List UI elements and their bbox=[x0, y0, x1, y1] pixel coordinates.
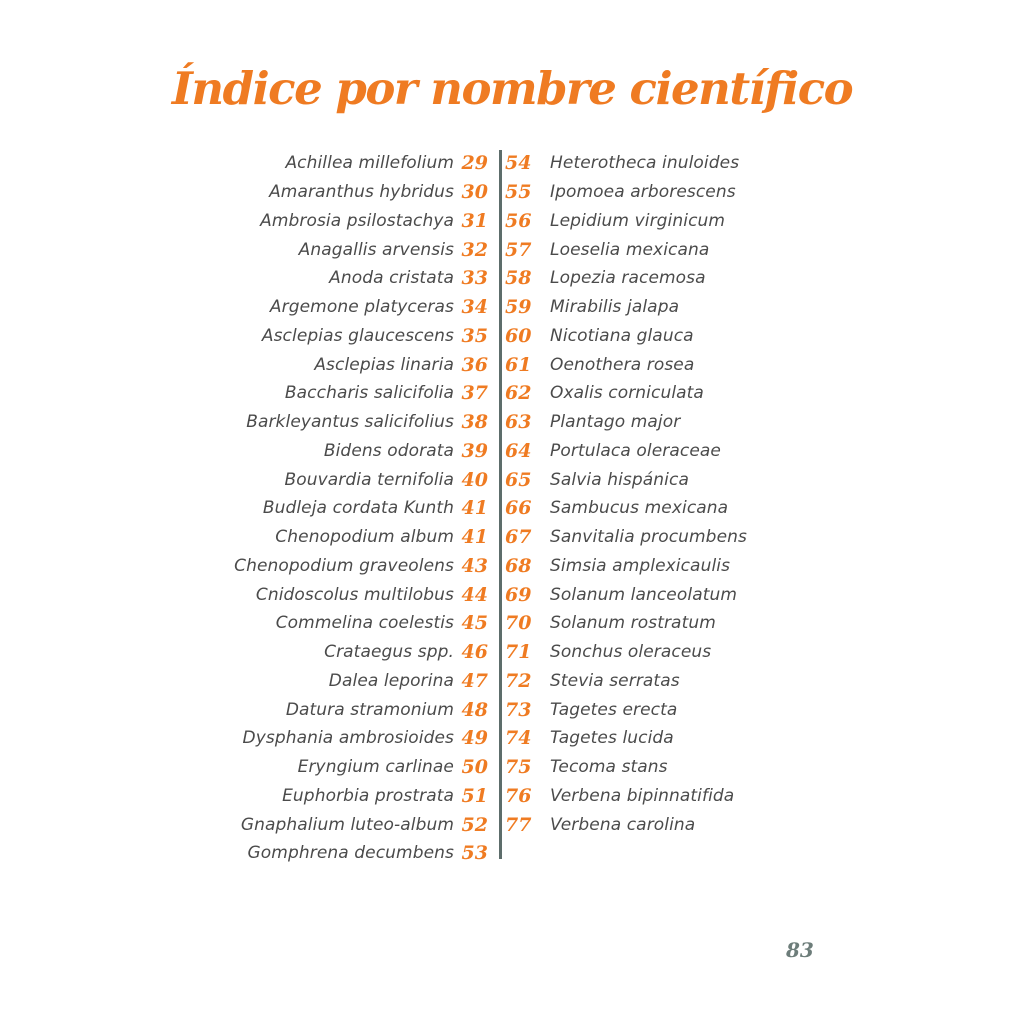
page-reference: 45 bbox=[461, 612, 488, 635]
species-name: Ipomoea arborescens bbox=[550, 182, 736, 203]
index-entry bbox=[505, 552, 747, 581]
species-name: Heterotheca inuloides bbox=[550, 153, 740, 174]
species-name: Eryngium carlinae bbox=[297, 757, 454, 778]
species-name: Tagetes erecta bbox=[550, 699, 678, 720]
species-name: Plantago major bbox=[550, 412, 681, 433]
index-entry bbox=[234, 235, 488, 264]
species-name: Commelina coelestis bbox=[275, 613, 454, 634]
page-reference: 50 bbox=[461, 756, 488, 779]
index-entry bbox=[234, 580, 488, 609]
species-name: Nicotiana glauca bbox=[550, 325, 694, 346]
index-entry bbox=[234, 408, 488, 437]
page-reference: 49 bbox=[461, 727, 488, 750]
species-name: Cnidoscolus multilobus bbox=[255, 584, 454, 605]
page-title: Índice por nombre científico bbox=[171, 62, 853, 115]
page-reference: 71 bbox=[505, 641, 532, 664]
index-entry bbox=[505, 782, 747, 811]
species-name: Bidens odorata bbox=[323, 440, 454, 461]
index-entry bbox=[234, 609, 488, 638]
index-entry bbox=[234, 465, 488, 494]
species-name: Baccharis salicifolia bbox=[284, 383, 454, 404]
index-entry bbox=[505, 149, 747, 178]
page-reference: 53 bbox=[461, 842, 488, 865]
species-name: Tecoma stans bbox=[550, 757, 668, 778]
index-entry bbox=[505, 264, 747, 293]
column-divider bbox=[499, 150, 502, 859]
species-name: Dysphania ambrosioides bbox=[242, 728, 454, 749]
page-reference: 39 bbox=[461, 439, 488, 462]
page-reference: 56 bbox=[505, 209, 532, 232]
page-reference: 33 bbox=[461, 267, 488, 290]
species-name: Achillea millefolium bbox=[285, 153, 454, 174]
page-reference: 64 bbox=[505, 439, 532, 462]
page-reference: 57 bbox=[505, 238, 532, 261]
species-name: Solanum lanceolatum bbox=[550, 584, 738, 605]
species-name: Chenopodium graveolens bbox=[234, 555, 454, 576]
index-entry bbox=[234, 638, 488, 667]
page-reference: 69 bbox=[505, 583, 532, 606]
index-entry bbox=[234, 178, 488, 207]
species-name: Stevia serratas bbox=[550, 670, 680, 691]
page-reference: 37 bbox=[461, 382, 488, 405]
page-reference: 30 bbox=[461, 181, 488, 204]
species-name: Mirabilis jalapa bbox=[550, 297, 680, 318]
index-right-column bbox=[505, 149, 747, 839]
page-reference: 36 bbox=[461, 353, 488, 376]
species-name: Argemone platyceras bbox=[269, 297, 454, 318]
page-reference: 47 bbox=[461, 669, 488, 692]
species-name: Verbena carolina bbox=[550, 814, 696, 835]
index-entry bbox=[505, 322, 747, 351]
index-entry bbox=[234, 149, 488, 178]
species-name: Datura stramonium bbox=[285, 699, 454, 720]
index-entry bbox=[234, 494, 488, 523]
index-entry bbox=[234, 724, 488, 753]
index-entry bbox=[234, 322, 488, 351]
species-name: Ambrosia psilostachya bbox=[260, 210, 454, 231]
index-entry bbox=[505, 437, 747, 466]
species-name: Dalea leporina bbox=[328, 670, 454, 691]
page-reference: 34 bbox=[461, 296, 488, 319]
index-entry bbox=[234, 552, 488, 581]
page-reference: 46 bbox=[461, 641, 488, 664]
species-name: Verbena bipinnatifida bbox=[550, 785, 735, 806]
page-reference: 54 bbox=[505, 152, 532, 175]
page-reference: 44 bbox=[461, 583, 488, 606]
index-entry bbox=[505, 494, 747, 523]
page-reference: 74 bbox=[505, 727, 532, 750]
species-name: Sonchus oleraceus bbox=[550, 642, 712, 663]
species-name: Solanum rostratum bbox=[550, 613, 716, 634]
page-reference: 60 bbox=[505, 324, 532, 347]
index-entry bbox=[234, 207, 488, 236]
page-reference: 61 bbox=[505, 353, 532, 376]
index-entry bbox=[234, 264, 488, 293]
page-reference: 43 bbox=[461, 554, 488, 577]
page-reference: 76 bbox=[505, 784, 532, 807]
species-name: Bouvardia ternifolia bbox=[284, 469, 454, 490]
page-reference: 70 bbox=[505, 612, 532, 635]
page-reference: 59 bbox=[505, 296, 532, 319]
page-reference: 67 bbox=[505, 526, 532, 549]
page-reference: 63 bbox=[505, 411, 532, 434]
species-name: Simsia amplexicaulis bbox=[550, 555, 731, 576]
page-reference: 48 bbox=[461, 698, 488, 721]
species-name: Portulaca oleraceae bbox=[550, 440, 721, 461]
page-reference: 29 bbox=[461, 152, 488, 175]
index-entry bbox=[505, 638, 747, 667]
species-name: Budleja cordata Kunth bbox=[262, 498, 454, 519]
page-reference: 35 bbox=[461, 324, 488, 347]
species-name: Loeselia mexicana bbox=[550, 239, 710, 260]
index-entry bbox=[505, 465, 747, 494]
page-reference: 66 bbox=[505, 497, 532, 520]
page-reference: 58 bbox=[505, 267, 532, 290]
index-entry bbox=[234, 293, 488, 322]
species-name: Asclepias glaucescens bbox=[261, 325, 454, 346]
index-entry bbox=[505, 753, 747, 782]
index-entry bbox=[505, 810, 747, 839]
page-reference: 52 bbox=[461, 813, 488, 836]
species-name: Chenopodium album bbox=[275, 527, 454, 548]
index-entry bbox=[234, 379, 488, 408]
page-reference: 41 bbox=[461, 526, 488, 549]
page-reference: 51 bbox=[461, 784, 488, 807]
species-name: Gnaphalium luteo-album bbox=[240, 814, 454, 835]
page-reference: 75 bbox=[505, 756, 532, 779]
species-name: Euphorbia prostrata bbox=[282, 785, 454, 806]
page-reference: 62 bbox=[505, 382, 532, 405]
species-name: Amaranthus hybridus bbox=[269, 182, 454, 203]
index-entry bbox=[234, 350, 488, 379]
index-entry bbox=[234, 810, 488, 839]
index-entry bbox=[505, 580, 747, 609]
index-entry bbox=[505, 207, 747, 236]
index-entry bbox=[234, 839, 488, 868]
index-entry bbox=[505, 408, 747, 437]
index-entry bbox=[505, 695, 747, 724]
index-entry bbox=[234, 695, 488, 724]
page-reference: 72 bbox=[505, 669, 532, 692]
species-name: Lepidium virginicum bbox=[550, 210, 726, 231]
index-entry bbox=[234, 437, 488, 466]
species-name: Lopezia racemosa bbox=[550, 268, 706, 289]
index-entry bbox=[234, 753, 488, 782]
index-entry bbox=[234, 667, 488, 696]
species-name: Barkleyantus salicifolius bbox=[246, 412, 454, 433]
page-reference: 73 bbox=[505, 698, 532, 721]
index-entry bbox=[505, 178, 747, 207]
species-name: Anagallis arvensis bbox=[298, 239, 454, 260]
species-name: Crataegus spp. bbox=[324, 642, 454, 663]
species-name: Anoda cristata bbox=[329, 268, 454, 289]
index-entry bbox=[505, 724, 747, 753]
index-entry bbox=[505, 350, 747, 379]
species-name: Tagetes lucida bbox=[550, 728, 674, 749]
index-entry bbox=[505, 379, 747, 408]
species-name: Gomphrena decumbens bbox=[247, 843, 454, 864]
index-entry bbox=[234, 782, 488, 811]
page-number: 83 bbox=[786, 938, 814, 962]
species-name: Oxalis corniculata bbox=[550, 383, 704, 404]
index-entry bbox=[505, 235, 747, 264]
page-reference: 38 bbox=[461, 411, 488, 434]
page-reference: 65 bbox=[505, 468, 532, 491]
species-name: Sanvitalia procumbens bbox=[550, 527, 747, 548]
species-name: Salvia hispánica bbox=[550, 469, 689, 490]
page-reference: 41 bbox=[461, 497, 488, 520]
index-left-column bbox=[234, 149, 488, 868]
page-reference: 32 bbox=[461, 238, 488, 261]
index-entry bbox=[234, 523, 488, 552]
species-name: Oenothera rosea bbox=[550, 354, 695, 375]
index-entry bbox=[505, 293, 747, 322]
page-reference: 77 bbox=[505, 813, 532, 836]
species-name: Sambucus mexicana bbox=[550, 498, 729, 519]
page-reference: 55 bbox=[505, 181, 532, 204]
page-reference: 31 bbox=[461, 209, 488, 232]
index-entry bbox=[505, 523, 747, 552]
species-name: Asclepias linaria bbox=[314, 354, 454, 375]
index-entry bbox=[505, 609, 747, 638]
page-reference: 40 bbox=[461, 468, 488, 491]
index-entry bbox=[505, 667, 747, 696]
page-reference: 68 bbox=[505, 554, 532, 577]
